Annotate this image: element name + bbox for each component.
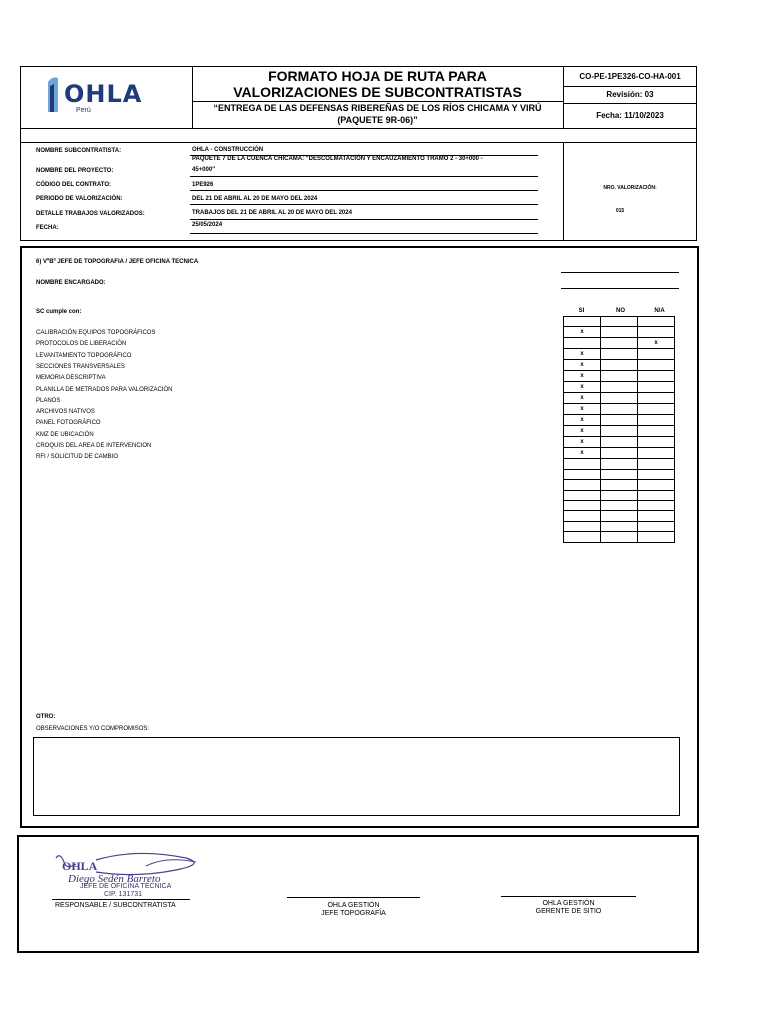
checklist-item-label: ARCHIVOS NATIVOS — [36, 409, 95, 416]
checklist-cell-si[interactable]: x — [564, 404, 601, 415]
signer-cip: CIP. 131731 — [104, 891, 143, 898]
checklist-cell-no[interactable] — [601, 532, 638, 542]
checklist-cell-si[interactable] — [564, 490, 601, 500]
checklist-cell-na[interactable] — [638, 437, 675, 448]
checklist-cell-si[interactable]: x — [564, 426, 601, 437]
checklist-table — [563, 316, 675, 543]
revision: Revisión: 03 — [606, 90, 654, 99]
checklist-cell-no[interactable] — [601, 480, 638, 490]
company-name: OHLA — [64, 80, 143, 108]
value-fecha: 25/05/2024 — [192, 222, 223, 228]
form-subtitle-line1: “ENTREGA DE LAS DEFENSAS RIBEREÑAS DE LOS RÍOS CHICAMA Y VIRÚ — [213, 103, 542, 113]
checklist-cell-si[interactable]: x — [564, 437, 601, 448]
document-code: CO-PE-1PE326-CO-HA-001 — [579, 72, 681, 81]
label-subcontratista: NOMBRE SUBCONTRATISTA: — [36, 148, 122, 154]
signature-stamp — [36, 850, 216, 900]
col-si: SI — [578, 308, 585, 314]
value-periodo: DEL 21 DE ABRIL AL 20 DE MAYO DEL 2024 — [192, 196, 318, 202]
signature-3-line2: GERENTE DE SITIO — [535, 908, 602, 915]
signature-2-line2: JEFE TOPOGRAFÍA — [321, 910, 386, 917]
checklist-item-label: CROQUIS DEL AREA DE INTERVENCION — [36, 443, 152, 449]
checklist-cell-si[interactable] — [564, 521, 601, 531]
signature-1-label: RESPONSABLE / SUBCONTRATISTA — [55, 902, 176, 909]
encargado-line — [561, 272, 679, 273]
checklist-row — [564, 393, 675, 404]
checklist-cell-si[interactable] — [564, 480, 601, 490]
label-fecha: FECHA: — [36, 225, 59, 231]
checklist-cell-no[interactable] — [601, 521, 638, 531]
checklist-cell-no[interactable] — [601, 393, 638, 404]
checklist-cell-no[interactable] — [601, 511, 638, 521]
label-otro: OTRO: — [36, 714, 56, 720]
checklist-cell-no[interactable] — [601, 459, 638, 469]
label-cumple: SC cumple con: — [36, 309, 82, 315]
checklist-cell-na[interactable] — [638, 459, 675, 469]
checklist-cell-no[interactable] — [601, 317, 638, 327]
checklist-cell-si[interactable]: x — [564, 327, 601, 338]
signature-2-line1: OHLA GESTIÓN — [327, 902, 380, 909]
checklist-cell-si[interactable]: x — [564, 349, 601, 360]
form-title-line1: FORMATO HOJA DE RUTA PARA — [268, 68, 487, 84]
checklist-item-label: PLANILLA DE METRADOS PARA VALORIZACIÓN — [36, 386, 173, 393]
checklist-cell-si[interactable] — [564, 459, 601, 469]
checklist-cell-na[interactable] — [638, 360, 675, 371]
checklist-cell-no[interactable] — [601, 360, 638, 371]
checklist-item-label: SECCIONES TRANSVERSALES — [36, 363, 125, 370]
checklist-cell-na[interactable] — [638, 327, 675, 338]
checklist-cell-no[interactable] — [601, 448, 638, 459]
checklist-row — [564, 360, 675, 371]
checklist-item-label: LEVANTAMIENTO TOPOGRÁFICO — [36, 352, 132, 359]
col-no: NO — [616, 308, 625, 314]
checklist-row — [564, 415, 675, 426]
checklist-cell-no[interactable] — [601, 404, 638, 415]
checklist-cell-no[interactable] — [601, 327, 638, 338]
checklist-item-label: KMZ DE UBICACIÓN — [36, 431, 94, 438]
value-nro-valorizacion: 015 — [615, 208, 625, 214]
checklist-item-label: RFI / SOLICITUD DE CAMBIO — [36, 454, 119, 461]
checklist-cell-na[interactable] — [638, 469, 675, 479]
checklist-cell-na[interactable] — [638, 426, 675, 437]
checklist-cell-si[interactable]: x — [564, 415, 601, 426]
checklist-cell-na[interactable] — [638, 393, 675, 404]
signer-name: Diego Sedén Barreto — [68, 873, 161, 885]
checklist-row — [564, 426, 675, 437]
checklist-cell-na[interactable] — [638, 448, 675, 459]
checklist-cell-si[interactable] — [564, 511, 601, 521]
checklist-row — [564, 500, 675, 510]
checklist-row — [564, 459, 675, 469]
checklist-cell-no[interactable] — [601, 469, 638, 479]
checklist-row — [564, 404, 675, 415]
label-detalle: DETALLE TRABAJOS VALORIZADOS: — [36, 211, 145, 217]
checklist-cell-si[interactable]: x — [564, 360, 601, 371]
checklist-cell-si[interactable] — [564, 338, 601, 349]
label-contrato: CÓDIGO DEL CONTRATO: — [36, 182, 111, 188]
checklist-cell-na[interactable] — [638, 521, 675, 531]
value-proyecto-line2: 45+000" — [192, 167, 216, 173]
checklist-cell-si[interactable]: x — [564, 382, 601, 393]
company-country: Perú — [76, 107, 91, 114]
form-subtitle-line2: (PAQUETE 9R-06)” — [337, 115, 418, 125]
value-proyecto-line1: PAQUETE 7 DE LA CUENCA CHICAMA: "DESCOLMATACIÓN Y ENCAUZAMIENTO TRAMO 2 - 30+000 - — [192, 156, 483, 162]
header-date: Fecha: 11/10/2023 — [596, 111, 664, 120]
checklist-row — [564, 448, 675, 459]
checklist-row — [564, 349, 675, 360]
value-contrato: 1PE926 — [192, 182, 214, 188]
checklist-item-label: PLANOS — [36, 397, 61, 404]
checklist-cell-no[interactable] — [601, 371, 638, 382]
label-observaciones: OBSERVACIONES Y/O COMPROMISOS: — [36, 726, 150, 732]
signer-role: JEFE DE OFICINA TÉCNICA — [80, 883, 172, 890]
checklist-cell-si[interactable] — [564, 532, 601, 542]
checklist-cell-na[interactable] — [638, 532, 675, 542]
checklist-item-label: CALIBRACIÓN EQUIPOS TOPOGRÁFICOS — [36, 330, 156, 336]
checklist-cell-na[interactable] — [638, 480, 675, 490]
checklist-row — [564, 532, 675, 542]
checklist-cell-na[interactable] — [638, 500, 675, 510]
checklist-row — [564, 469, 675, 479]
checklist-cell-no[interactable] — [601, 437, 638, 448]
checklist-row — [564, 382, 675, 393]
checklist-cell-si[interactable] — [564, 469, 601, 479]
checklist-row — [564, 480, 675, 490]
checklist-row — [564, 371, 675, 382]
checklist-cell-si[interactable]: x — [564, 448, 601, 459]
checklist-cell-na[interactable] — [638, 349, 675, 360]
checklist-cell-no[interactable] — [601, 349, 638, 360]
form-title-line2: VALORIZACIONES DE SUBCONTRATISTAS — [233, 84, 522, 100]
checklist-cell-no[interactable] — [601, 338, 638, 349]
checklist-cell-no[interactable] — [601, 426, 638, 437]
checklist-cell-na[interactable] — [638, 511, 675, 521]
checklist-item-label: PROTOCOLOS DE LIBERACIÓN — [36, 341, 127, 348]
checklist-row — [564, 327, 675, 338]
checklist-cell-na[interactable] — [638, 371, 675, 382]
checklist-cell-na[interactable] — [638, 415, 675, 426]
checklist-cell-na[interactable] — [638, 317, 675, 327]
checklist-cell-na[interactable] — [638, 382, 675, 393]
checklist-cell-si[interactable] — [564, 500, 601, 510]
checklist-row — [564, 437, 675, 448]
checklist-row — [564, 338, 675, 349]
checklist-item-label: PANEL FOTOGRÁFICO — [36, 420, 101, 427]
checklist-cell-no[interactable] — [601, 490, 638, 500]
svg-text:OHLA: OHLA — [62, 859, 98, 873]
label-periodo: PERIODO DE VALORIZACIÓN: — [36, 196, 123, 202]
checklist-cell-si[interactable]: x — [564, 393, 601, 404]
checklist-cell-si[interactable] — [564, 317, 601, 327]
col-na: N/A — [654, 308, 665, 314]
checklist-row — [564, 490, 675, 500]
label-proyecto: NOMBRE DEL PROYECTO: — [36, 168, 114, 174]
checklist-row — [564, 511, 675, 521]
checklist-item-label: MEMORIA DESCRIPTIVA — [36, 375, 106, 382]
section-title: 6) VºBº JEFE DE TOPOGRAFIA / JEFE OFICINA TECNICA — [36, 259, 199, 265]
observaciones-box[interactable] — [33, 737, 680, 816]
checklist-cell-no[interactable] — [601, 382, 638, 393]
value-subcontratista: OHLA - CONSTRUCCIÓN — [192, 147, 264, 153]
label-nro-valorizacion: NRO. VALORIZACIÓN: — [603, 185, 657, 191]
value-detalle: TRABAJOS DEL 21 DE ABRIL AL 20 DE MAYO DEL 2024 — [192, 210, 352, 216]
checklist-cell-na[interactable] — [638, 490, 675, 500]
ohla-logo — [46, 74, 156, 118]
checklist-cell-no[interactable] — [601, 500, 638, 510]
ohla-logo-icon — [46, 74, 60, 114]
checklist-cell-na[interactable]: x — [638, 338, 675, 349]
checklist-cell-si[interactable]: x — [564, 371, 601, 382]
checklist-row — [564, 317, 675, 327]
checklist-cell-na[interactable] — [638, 404, 675, 415]
signature-3-line1: OHLA GESTIÓN — [542, 900, 595, 907]
checklist-cell-no[interactable] — [601, 415, 638, 426]
checklist-row — [564, 521, 675, 531]
label-encargado: NOMBRE ENCARGADO: — [36, 280, 106, 286]
